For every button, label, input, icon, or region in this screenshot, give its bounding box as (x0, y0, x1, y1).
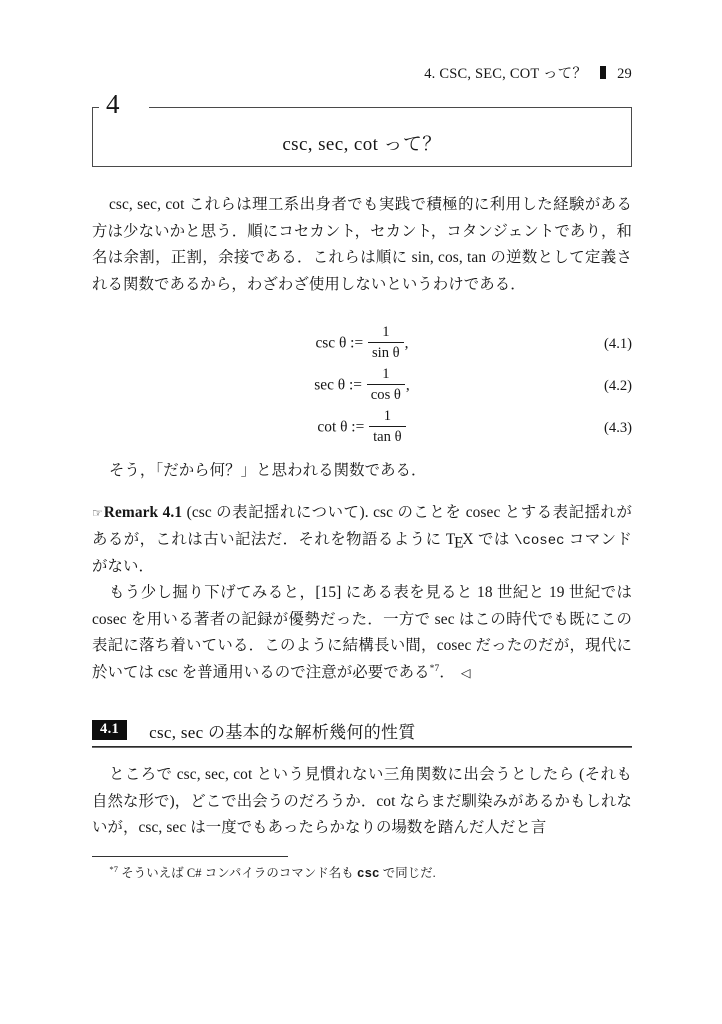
remark-body-1: csc のことを cosec とする表記揺れがあるが，これは古い記法だ．それを物語るように (92, 504, 632, 548)
fraction-denominator: tan θ (373, 428, 402, 445)
tex-logo: TEX (445, 530, 474, 551)
fraction-bar (367, 384, 405, 385)
remark-second-paragraph-block (92, 580, 632, 686)
remark-label: Remark 4.1 (103, 504, 183, 521)
last-paragraph: ところで csc, sec, cot という見慣れない三角関数に出会うとしたら (それも自然な形で)，どこで出会うのだろうか．cot ならまだ馴染みがあるかもしれないが，csc, sec は一度でもあったらかなりの場数を踏んだ人だと言 (92, 766, 632, 837)
remark-second-paragraph (92, 580, 632, 686)
chapter-title: csc, sec, cot って？ (282, 134, 442, 155)
section-number-badge: 4.1 (92, 720, 127, 740)
header-title: 4. CSC, SEC, COT って？ (424, 66, 588, 82)
equation-tag: (4.3) (604, 420, 632, 436)
footnote-text (92, 864, 632, 883)
fraction-denominator: cos θ (370, 386, 401, 403)
fraction-bar (368, 342, 404, 343)
tex-command-code: \cosec (514, 532, 565, 549)
section-heading (92, 718, 632, 748)
equation-body (92, 326, 632, 362)
footnote-text-1: そういえば C# コンパイラのコマンド名も (121, 866, 354, 880)
fraction-denominator: sin θ (372, 344, 400, 361)
intro-paragraph-block (92, 192, 632, 298)
footnote-text-2: で同じだ. (382, 866, 436, 880)
remark-p2-text-1: もう少し掘り下げてみると，[15] にある表を見ると 18 世紀と 19 世紀では cosec を用いる著者の記録が優勢だった．一方で sec はこの時代でも既にこの表記に落ち着いている．このように結構長い間，cosec だったのだが，現代に於いては csc を普通用いるので注意が必要である (92, 584, 632, 681)
equation-lhs: csc θ := (315, 334, 364, 352)
equation-trailing: , (405, 376, 410, 394)
remark-body-3: コマンドがない． (92, 530, 633, 576)
equation-lhs: cot θ := (317, 418, 365, 436)
fraction (369, 409, 405, 445)
equation-trailing: , (404, 334, 409, 352)
fraction-bar (369, 426, 405, 427)
equation-block (92, 326, 632, 452)
remark-block (92, 500, 632, 581)
equation-row (92, 410, 632, 452)
intro-paragraph: csc, sec, cot これらは理工系出身者でも実践で積極的に利用した経験がある方は少ないかと思う．順にコセカント，セカント，コタンジェントであり，和名は余割，正割，余接である．これらは順に sin, cos, tan の逆数として定義される関数であるから，わざわざ使用しないというわけである． (92, 196, 632, 293)
black-square-mark-icon (600, 66, 606, 79)
equation-body (92, 410, 632, 446)
remark-body-2: では (477, 530, 510, 548)
manicule-pointing-hand-icon: ☞ (92, 506, 103, 520)
running-header (90, 62, 632, 83)
chapter-title-box (92, 88, 632, 167)
equation-row (92, 326, 632, 368)
remark-p2-text-2: ． (439, 663, 455, 681)
section-rule (92, 746, 632, 748)
equation-row (92, 368, 632, 410)
last-paragraph-block (92, 762, 632, 842)
footnote-rule (92, 856, 288, 857)
fraction-numerator: 1 (383, 408, 391, 425)
fraction-numerator: 1 (382, 324, 390, 341)
fraction (368, 325, 404, 361)
page-number: 29 (617, 66, 632, 82)
fraction (367, 367, 405, 403)
after-equations-paragraph: そう，「だから何？」と思われる関数である． (108, 462, 427, 479)
footnote-area (92, 856, 632, 883)
equation-tag: (4.2) (604, 378, 632, 394)
section-heading-row (92, 718, 632, 742)
remark-topic: (csc の表記揺れについて). (186, 504, 369, 521)
chapter-number-wrap (99, 88, 127, 119)
remark-end-symbol: ◁ (460, 665, 471, 680)
equation-lhs: sec θ := (314, 376, 362, 394)
fraction-numerator: 1 (382, 366, 390, 383)
footnote-code: csc (357, 867, 380, 881)
equation-tag: (4.1) (604, 336, 632, 352)
footnote-marker: *7 (109, 863, 119, 874)
footnote-reference-marker: *7 (429, 663, 440, 674)
section-title: csc, sec の基本的な解析幾何的性質 (149, 722, 416, 742)
remark-paragraph (92, 500, 632, 581)
after-equations-paragraph-block (92, 458, 632, 485)
equation-body (92, 368, 632, 404)
chapter-number: 4 (99, 91, 127, 118)
